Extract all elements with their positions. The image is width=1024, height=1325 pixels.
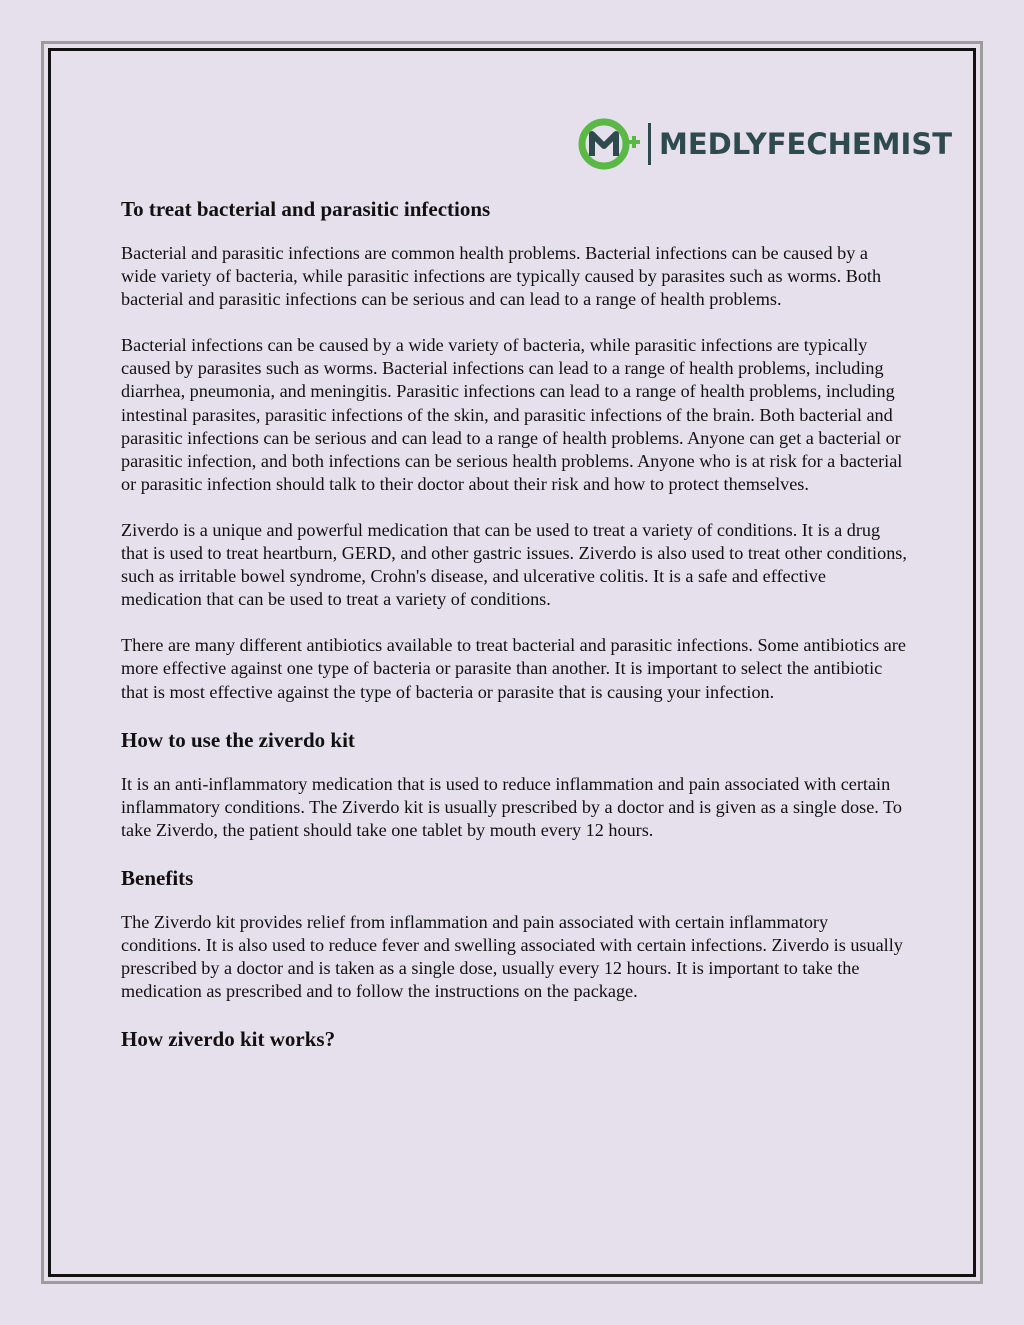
brand-logo <box>578 116 952 172</box>
paragraph: The Ziverdo kit provides relief from inflammation and pain associated with certain inflammatory conditions. It is also used to reduce fever and swelling associated with certain infections. Ziverdo is usually prescribed by a doctor and is taken as a single dose, usually every 12 hours. It is important to take the medication as prescribed and to follow the instructions on the package. <box>121 911 903 1002</box>
paragraph: Bacterial and parasitic infections are common health problems. Bacterial infections can be caused by a wide variety of bacteria, while parasitic infections are typically caused by parasites such as worms. Both bacterial and parasitic infections can be serious and can lead to a range of health problems. <box>121 243 882 310</box>
medlyfechemist-logo-icon <box>578 116 644 172</box>
paragraph: It is an anti-inflammatory medication that is used to reduce inflammation and pain associated with certain inflammatory conditions. The Ziverdo kit is usually prescribed by a doctor and is given as a single dose. To take Ziverdo, the patient should take one tablet by mouth every 12 hours. <box>121 773 902 840</box>
logo-divider <box>648 123 651 165</box>
brand-name: MEDLYFECHEMIST <box>659 127 953 161</box>
paragraph: Ziverdo is a unique and powerful medication that can be used to treat a variety of conditions. It is a drug that is used to treat heartburn, GERD, and other gastric issues. Ziverdo is also used to treat other conditions, such as irritable bowel syndrome, Crohn's disease, and ulcerative colitis. It is a safe and effective medication that can be used to treat a variety of conditions. <box>121 519 907 610</box>
section-heading-benefits: Benefits <box>121 865 194 890</box>
article-body <box>121 196 907 1072</box>
paragraph: Bacterial infections can be caused by a wide variety of bacteria, while parasitic infections are typically caused by parasites such as worms. Bacterial infections can lead to a range of health problems, including diarrhea, pneumonia, and meningitis. Parasitic infections can lead to a range of health problems, including intestinal parasites, parasitic infections of the skin, and parasitic infections of the brain. Both bacterial and parasitic infections can be serious and can lead to a range of health problems. Anyone can get a bacterial or parasitic infection, and both infections can be serious health problems. Anyone who is at risk for a bacterial or parasitic infection should talk to their doctor about their risk and how to protect themselves. <box>121 335 903 494</box>
section-heading-how-to-use: How to use the ziverdo kit <box>121 727 355 752</box>
paragraph: There are many different antibiotics available to treat bacterial and parasitic infections. Some antibiotics are more effective against one type of bacteria or parasite than another. It is important to select the antibiotic that is most effective against the type of bacteria or parasite that is causing your infection. <box>121 635 906 702</box>
section-heading-how-it-works: How ziverdo kit works? <box>121 1027 336 1052</box>
section-heading-treat: To treat bacterial and parasitic infections <box>121 197 491 221</box>
